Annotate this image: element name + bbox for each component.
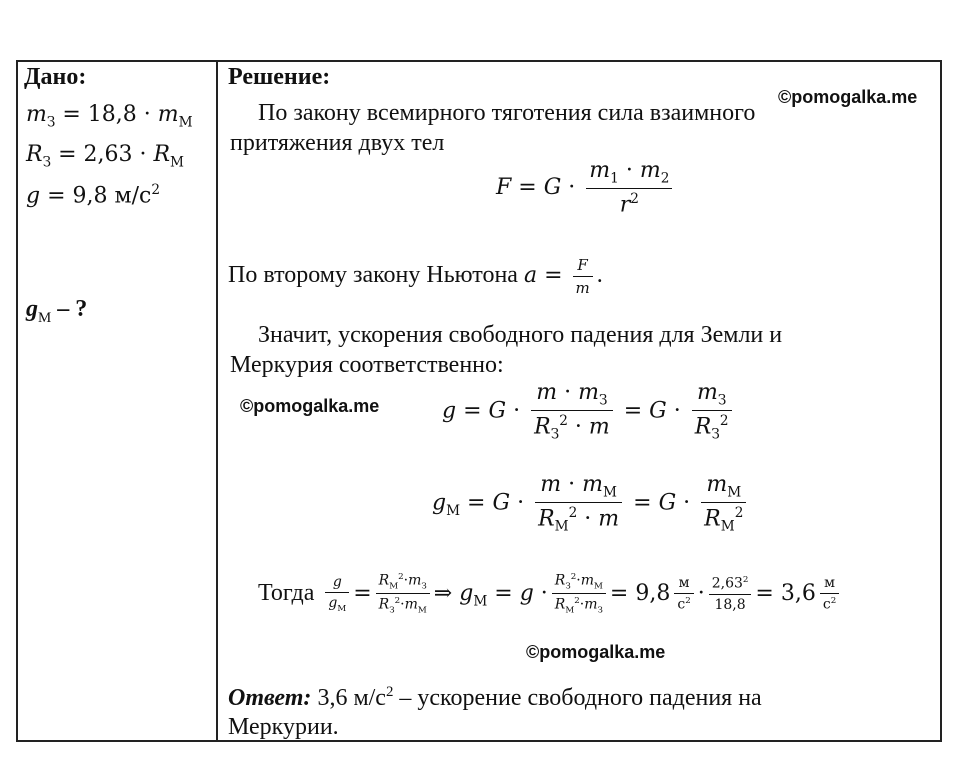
mercury-gravity-formula: $g_М = G$ · $\frac{m \cdot m_М}{R_М^2 \cdot m}$ = G · $\frac{m_М}{R_М^2}$ [432, 472, 750, 535]
para3-line2: Меркурия соответственно: [230, 352, 504, 378]
solution-header: Решение: [228, 64, 331, 90]
watermark-mid: ©pomogalka.me [240, 396, 380, 416]
answer-line2: Меркурии. [228, 714, 339, 740]
newton-fraction: $\frac{F}{m}$ [573, 256, 593, 297]
answer-line1: Ответ: 3,6 $м/с^2$ – ускорение свободного падения на [228, 684, 762, 711]
para1-line2: притяжения двух тел [230, 130, 445, 156]
watermark-top: ©pomogalka.me [778, 87, 918, 107]
para2: По второму закону Ньютона a = $\frac{F}{m}$ . [228, 256, 603, 297]
para3-line1: Значит, ускорения свободного падения для Земли и [258, 322, 783, 348]
given-mass-ratio: $m_З = 18,8 \cdot m_М$ [26, 102, 193, 131]
find-mercury-gravity: $g_М$ – ? [26, 296, 88, 326]
gravity-law-formula: F = G · $\frac{m_1 \cdot m_2}{r^2}$ [496, 158, 676, 218]
given-radius-ratio: $R_З = 2,63 \cdot R_М$ [26, 142, 184, 171]
para1-line1: По закону всемирного тяготения сила взаимного [258, 100, 756, 126]
earth-gravity-formula: g = G · $\frac{m \cdot m_З}{R_З^2 \cdot m}$ = G · $\frac{m_З}{R_З^2}$ [442, 380, 736, 443]
column-divider [216, 60, 218, 742]
gravity-law-fraction: $\frac{m_1 \cdot m_2}{r^2}$ [586, 158, 672, 218]
given-earth-gravity: g = 9,8 $м/с^2$ [26, 182, 161, 209]
watermark-bottom: ©pomogalka.me [526, 642, 666, 662]
final-calculation: Тогда $\frac{g}{g_М}$ = $\frac{R_М^2\cdot m_З}{R_З^2\cdot m_М}$ ⇒ $g_М = g$ · $\frac{R_З^2\cdot m_М}{R_М^2\cdot m_З}$ = 9,8 $\frac{м}{с^2}$ · $\frac{2,63^2}{18,8}$ = 3,6 $\frac{м}{с^2}$ [258, 572, 843, 616]
given-header: Дано: [24, 64, 87, 90]
